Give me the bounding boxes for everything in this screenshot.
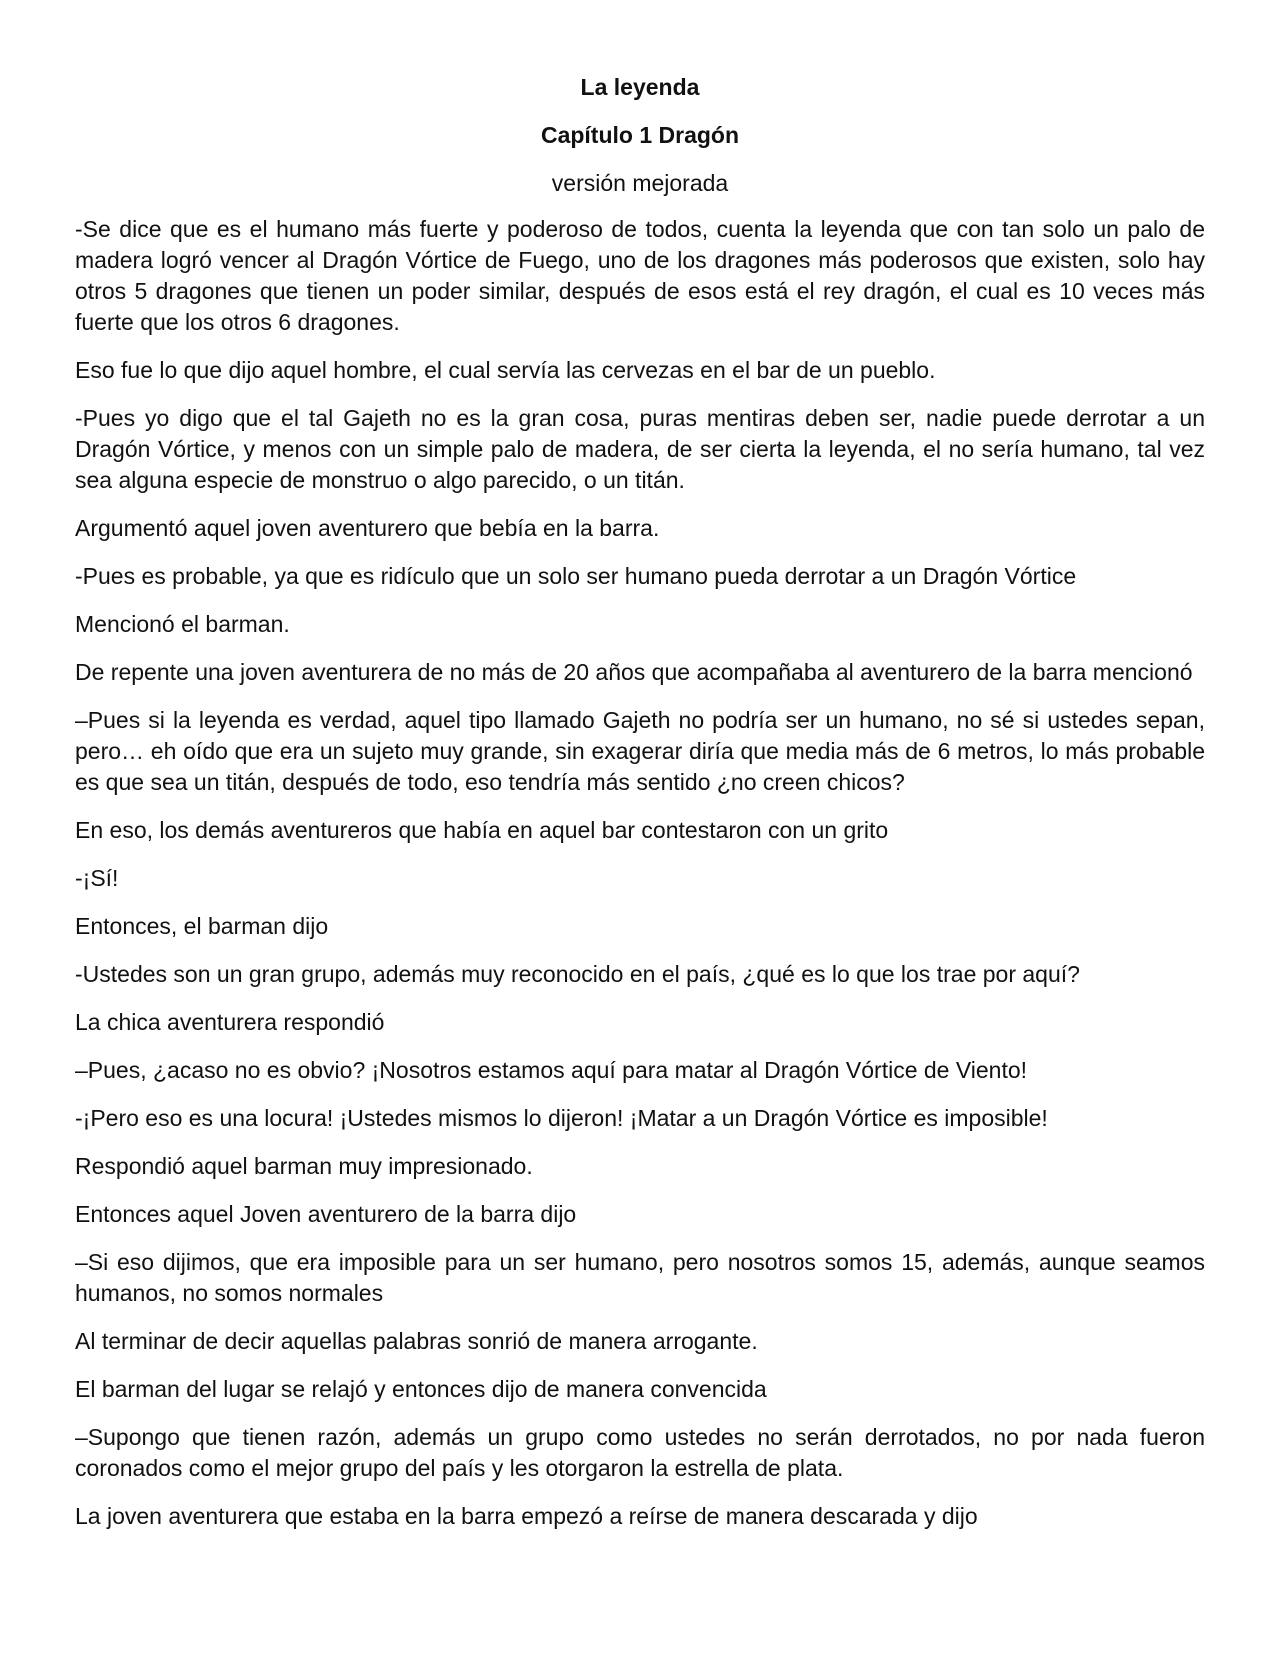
paragraph: -Ustedes son un gran grupo, además muy reconocido en el país, ¿qué es lo que los trae por aquí? — [75, 961, 1080, 987]
paragraph: -¡Sí! — [75, 865, 119, 891]
paragraph: La joven aventurera que estaba en la barra empezó a reírse de manera descarada y dijo — [75, 1503, 978, 1529]
paragraph: En eso, los demás aventureros que había en aquel bar contestaron con un grito — [75, 817, 889, 843]
paragraph: –Pues, ¿acaso no es obvio? ¡Nosotros estamos aquí para matar al Dragón Vórtice de Viento! — [75, 1057, 1028, 1083]
paragraph: –Supongo que tienen razón, además un grupo como ustedes no serán derrotados, no por nada fueron coronados como el mejor grupo del país y les otorgaron la estrella de plata. — [75, 1424, 1205, 1481]
paragraph: De repente una joven aventurera de no más de 20 años que acompañaba al aventurero de la barra mencionó — [75, 659, 1193, 685]
document-subtitle: versión mejorada — [551, 170, 729, 196]
paragraph: Respondió aquel barman muy impresionado. — [75, 1153, 533, 1179]
chapter-heading: Capítulo 1 Dragón — [540, 122, 740, 148]
paragraph: Al terminar de decir aquellas palabras sonrió de manera arrogante. — [75, 1328, 758, 1354]
paragraph: Mencionó el barman. — [75, 611, 290, 637]
paragraph: –Pues si la leyenda es verdad, aquel tipo llamado Gajeth no podría ser un humano, no sé si ustedes sepan, pero… eh oído que era un sujeto muy grande, sin exagerar diría que media más de 6 metros, lo más probable es que sea un titán, después de todo, eso tendría más sentido ¿no creen chicos? — [75, 707, 1205, 795]
paragraph: -Pues yo digo que el tal Gajeth no es la gran cosa, puras mentiras deben ser, nadie puede derrotar a un Dragón Vórtice, y menos con un simple palo de madera, de ser cierta la leyenda, el no sería humano, tal vez sea alguna especie de monstruo o algo parecido, o un titán. — [75, 405, 1205, 493]
paragraph: Eso fue lo que dijo aquel hombre, el cual servía las cervezas en el bar de un pueblo. — [75, 357, 936, 383]
paragraph: -¡Pero eso es una locura! ¡Ustedes mismos lo dijeron! ¡Matar a un Dragón Vórtice es imposible! — [75, 1105, 1048, 1131]
paragraph: El barman del lugar se relajó y entonces dijo de manera convencida — [75, 1376, 767, 1402]
paragraph: Entonces, el barman dijo — [75, 913, 329, 939]
paragraph: Entonces aquel Joven aventurero de la barra dijo — [75, 1201, 577, 1227]
document-page — [75, 72, 1205, 1549]
paragraph: –Si eso dijimos, que era imposible para un ser humano, pero nosotros somos 15, además, aunque seamos humanos, no somos normales — [75, 1249, 1205, 1306]
paragraph: -Se dice que es el humano más fuerte y poderoso de todos, cuenta la leyenda que con tan solo un palo de madera logró vencer al Dragón Vórtice de Fuego, uno de los dragones más poderosos que existen, solo hay otros 5 dragones que tienen un poder similar, después de esos está el rey dragón, el cual es 10 veces más fuerte que los otros 6 dragones. — [75, 216, 1205, 335]
paragraph: La chica aventurera respondió — [75, 1009, 385, 1035]
document-title: La leyenda — [580, 74, 700, 100]
paragraph: -Pues es probable, ya que es ridículo que un solo ser humano pueda derrotar a un Dragón Vórtice — [75, 563, 1077, 589]
paragraph: Argumentó aquel joven aventurero que bebía en la barra. — [75, 515, 660, 541]
